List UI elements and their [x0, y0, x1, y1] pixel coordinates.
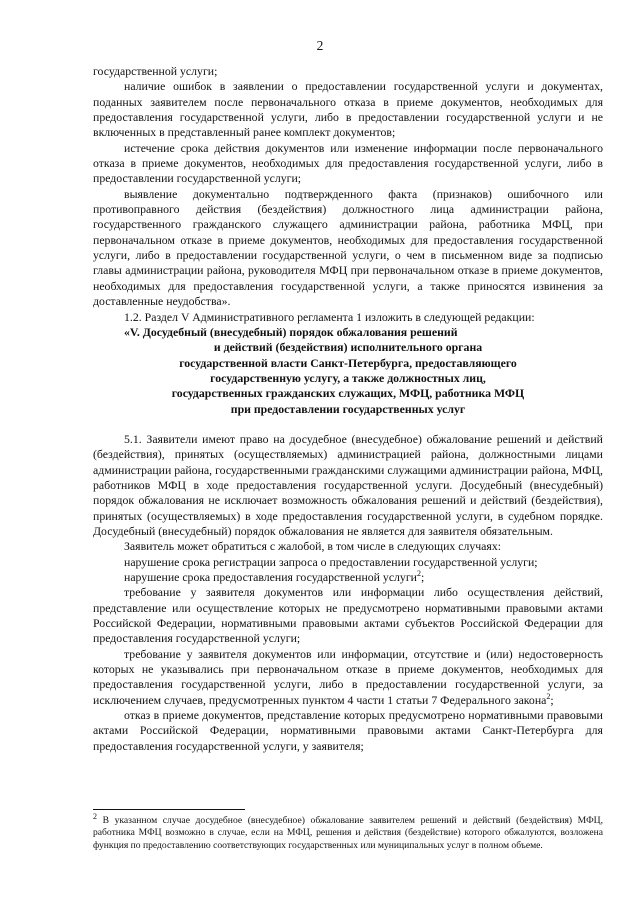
paragraph-amendment-1-2: 1.2. Раздел V Административного регламента 1 изложить в следующей редакции:: [124, 309, 535, 324]
list-item-tail: ;: [550, 692, 554, 707]
footnote-text: [93, 811, 603, 852]
footnote-body: В указанном случае досудебное (внесудебное) обжалование заявителем решений и действий (бездействия) МФЦ, работника МФЦ возможно в случае, если на МФЦ, решения и действия (бездействие) которого обжалуются, возложена функция по предоставлению соответствующих государственных или муниципальных услуг в полном объеме.: [93, 815, 603, 851]
list-item-text: требование у заявителя документов или информации, отсутствие и (или) недостоверность которых не указывались при первоначальном отказе в приеме документов, необходимых для предоставления государственной услуги, либо в предоставлении государственной услуги, за исключением случаев, предусмотренных пунктом 4 части 1 статьи 7 Федерального закона: [93, 646, 603, 707]
section-heading-line: государственных гражданских служащих, МФЦ, работника МФЦ: [171, 386, 525, 401]
footnote-reference: 2: [546, 691, 551, 701]
footnote-marker: 2: [93, 811, 97, 821]
paragraph-document-expiry: истечение срока действия документов или изменение информации после первоначального отказа в приеме документов, необходимых для предоставления государственной услуги, либо в предоставлении государственной услуги;: [93, 140, 603, 186]
paragraph-continuation: государственной услуги;: [93, 64, 218, 78]
section-heading-line: государственной власти Санкт-Петербурга, предоставляющего: [179, 355, 517, 370]
section-heading: [93, 325, 603, 417]
list-item-tail: ;: [421, 570, 425, 584]
paragraph-5-1: 5.1. Заявители имеют право на досудебное (внесудебное) обжалование решений и действий (бездействия), принятых (осуществляемых) администрацией района, должностными лицами администрации района, государственными гражданскими служащими администрации района, МФЦ, работников МФЦ в ходе предоставления государственной услуги. Досудебный (внесудебный) порядок обжалования не исключает возможность обжалования решений и действий (бездействия), принятых (осуществляемых) в ходе предоставления государственной услуги, в судебном порядке. Досудебный (внесудебный) порядок обжалования не является для заявителя обязательным.: [93, 431, 603, 538]
page-body: [93, 64, 603, 754]
list-item-text: нарушение срока предоставления государственной услуги: [124, 570, 417, 584]
paragraph-unlawful-action: выявление документально подтвержденного факта (признаков) ошибочного или противоправного действия (бездействия) должностного лица администрации района, государственного гражданского служащего администрации района, работника МФЦ, при первоначальном отказе в приеме документов, необходимых для предоставления государственной услуги, либо в предоставлении государственной услуги, о чем в письменном виде за подписью главы администрации района, руководителя МФЦ при первоначальном отказе в приеме документов, необходимых для предоставления государственной услуги, а также приносятся извинения за доставленные неудобства».: [93, 186, 603, 309]
paragraph-complaint-cases: Заявитель может обратиться с жалобой, в том числе в следующих случаях:: [124, 539, 502, 554]
list-item-missing-documents: [93, 647, 603, 708]
section-heading-line: и действий (бездействия) исполнительного органа: [213, 340, 483, 355]
section-heading-line: при предоставлении государственных услуг: [230, 401, 466, 416]
footnote-reference: 2: [417, 569, 421, 579]
section-heading-line: «V. Досудебный (внесудебный) порядок обжалования решений: [124, 324, 458, 339]
paragraph-errors-in-application: наличие ошибок в заявлении о предоставлении государственной услуги и документах, поданных заявителем после первоначального отказа в приеме документов, необходимых для предоставления государственной услуги, либо в предоставлении государственной услуги и не включенных в представленный ранее комплект документов;: [93, 79, 603, 140]
list-item-service-deadline: [93, 570, 603, 585]
section-spacer: [93, 417, 603, 432]
list-item-refusal-of-documents: отказ в приеме документов, представление которых предусмотрено нормативными правовыми актами Российской Федерации, нормативными правовыми актами Санкт-Петербурга для предоставления государственной услуги, у заявителя;: [93, 708, 603, 753]
list-item-unlawful-requirement: требование у заявителя документов или информации либо осуществления действий, представление или осуществление которых не предусмотрено нормативными правовыми актами Российской Федерации, нормативными правовыми актами субъектов Российской Федерации для предоставления государственной услуги;: [93, 585, 603, 646]
section-heading-line: государственную услугу, а также должностных лиц,: [210, 370, 486, 385]
list-item-registration-deadline: нарушение срока регистрации запроса о предоставлении государственной услуги;: [124, 554, 538, 569]
footnote: [93, 811, 603, 852]
page-number: 2: [316, 38, 324, 53]
footnote-separator: [93, 809, 245, 810]
